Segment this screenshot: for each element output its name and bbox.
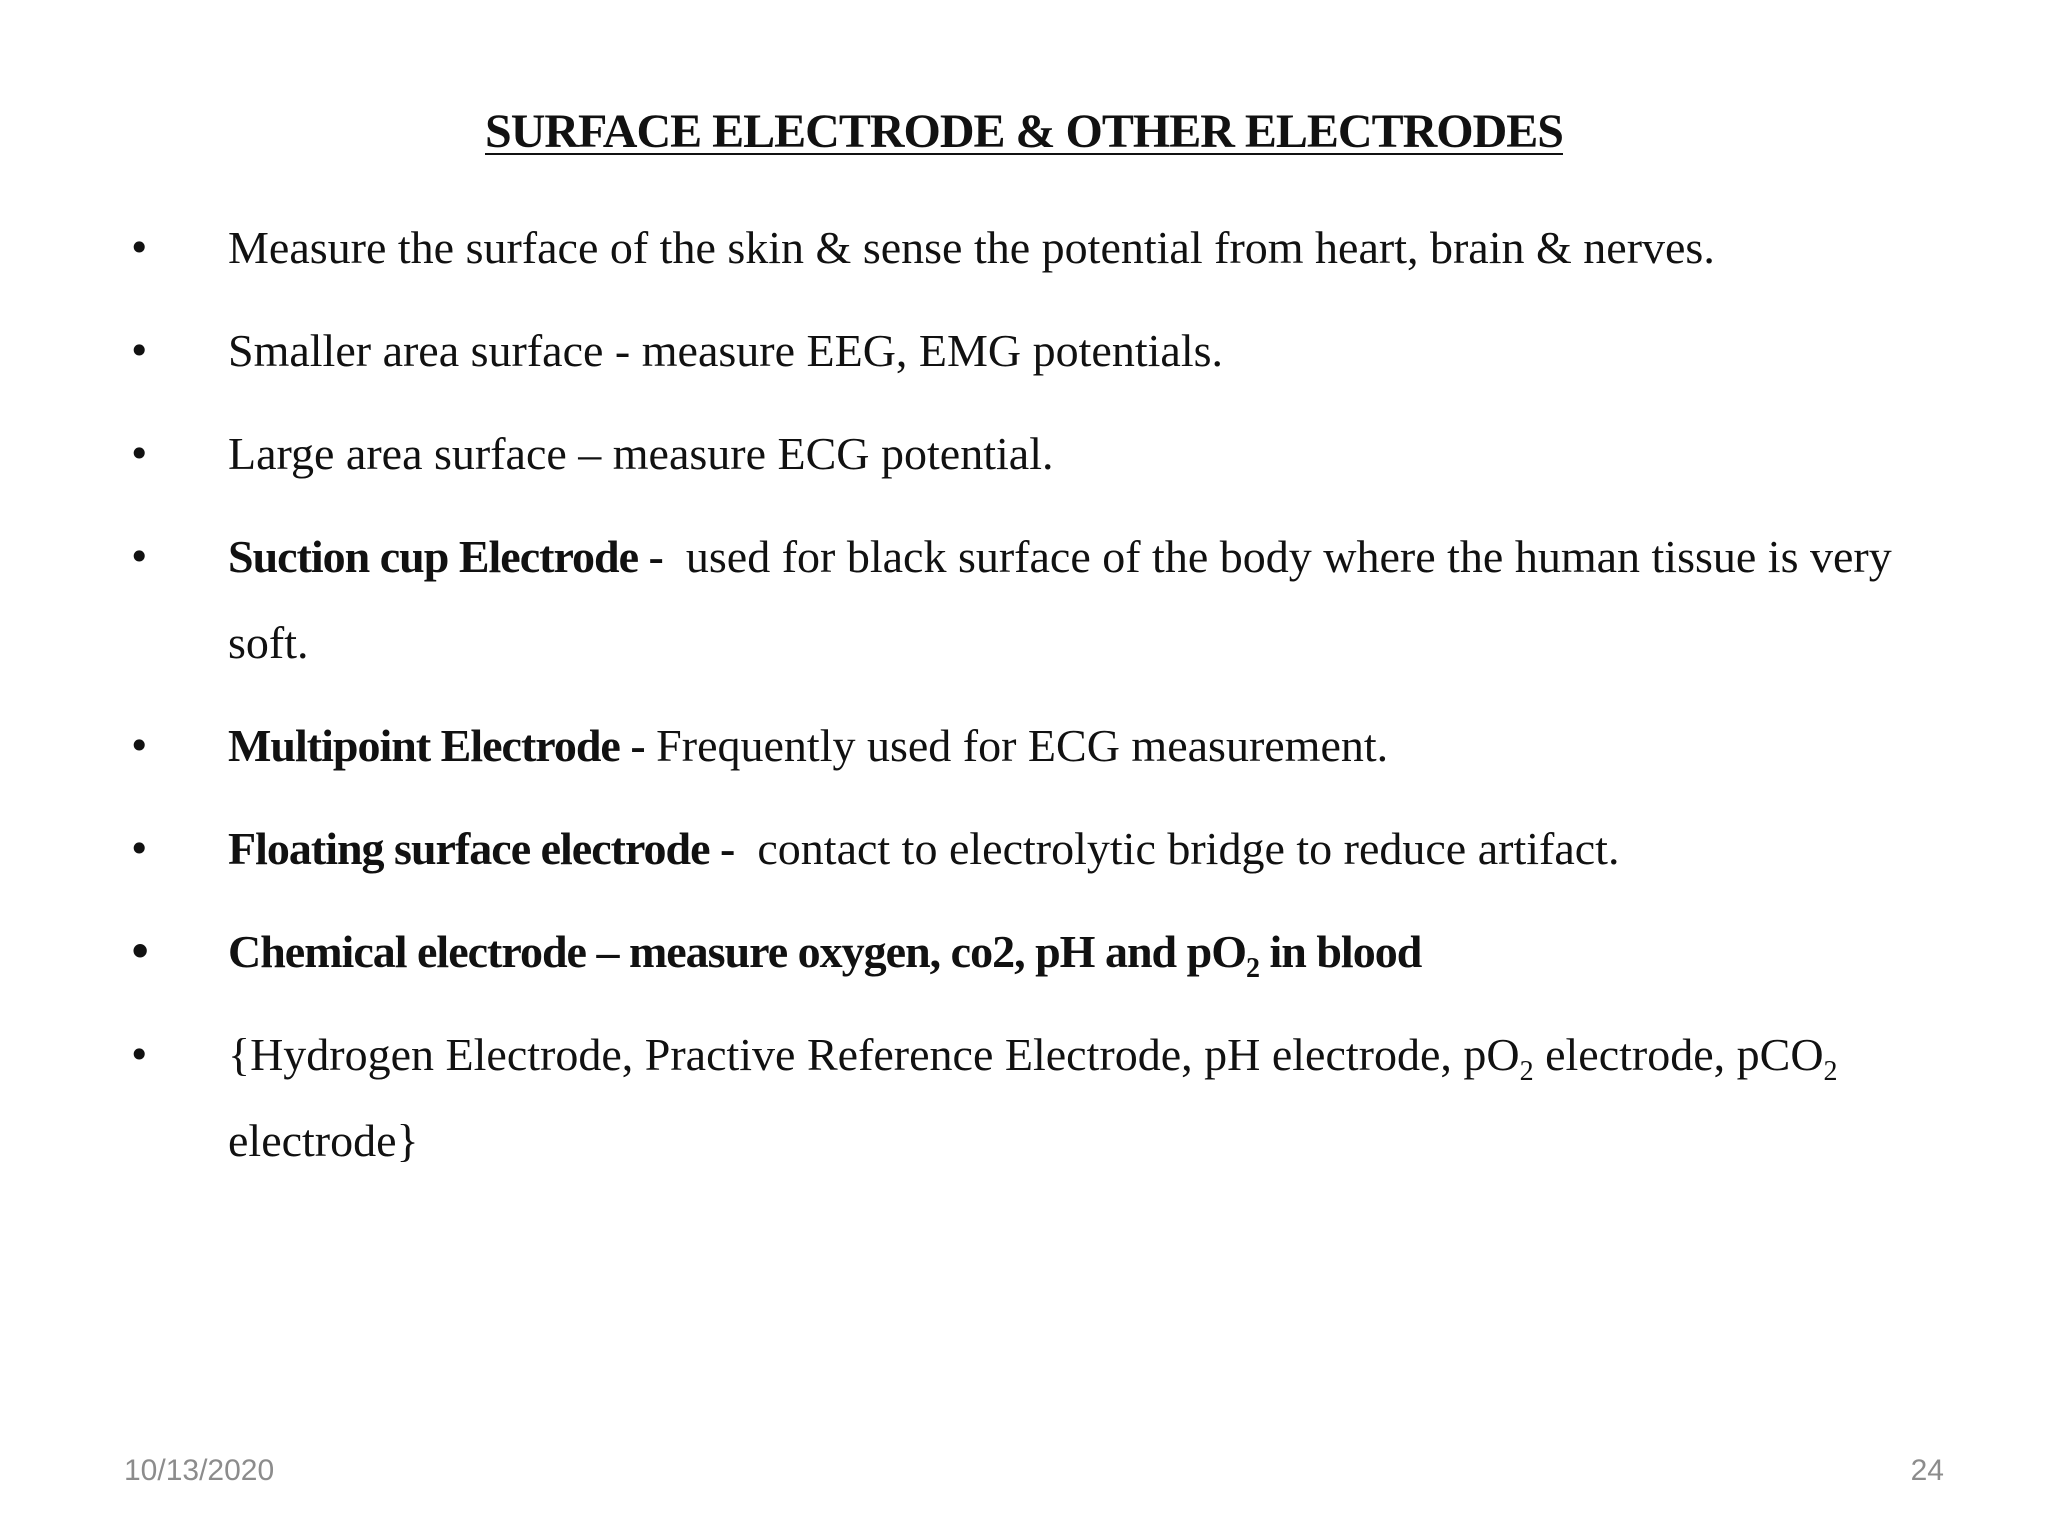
bullet-icon: • (128, 1033, 151, 1077)
subscript: 2 (1519, 1056, 1534, 1087)
bullet-text: Smaller area surface - measure EEG, EMG potentials. (228, 325, 1223, 376)
bullet-term: Floating surface electrode - (228, 823, 735, 874)
bullet-icon: • (128, 432, 151, 476)
slide-title (0, 104, 2048, 159)
bullet-icon: • (128, 827, 151, 871)
bullet-item-suction-cup (120, 514, 1980, 686)
bullet-icon: • (128, 226, 151, 270)
bullet-item-smaller-area (120, 308, 1980, 394)
bullet-item-electrode-list (120, 1012, 1980, 1184)
bullet-list (120, 205, 1980, 1201)
bullet-text: contact to electrolytic bridge to reduce artifact. (757, 823, 1620, 874)
subscript: 2 (1823, 1056, 1838, 1087)
bullet-text-part2: electrode, pCO (1545, 1029, 1824, 1080)
bullet-text-part2: in blood (1269, 926, 1422, 977)
bullet-text: Measure the surface of the skin & sense the potential from heart, brain & nerves. (228, 222, 1715, 273)
bullet-text-part1: {Hydrogen Electrode, Practive Reference Electrode, pH electrode, pO (228, 1029, 1520, 1080)
bullet-term: Multipoint Electrode - (228, 720, 645, 771)
footer-date: 10/13/2020 (124, 1454, 275, 1487)
bullet-text: used for black surface of the body where the human tissue is very soft. (228, 531, 1892, 668)
bullet-term: Suction cup Electrode - (228, 531, 663, 582)
bullet-text-part3: electrode} (228, 1115, 419, 1166)
bullet-text: Frequently used for ECG measurement. (656, 720, 1389, 771)
bullet-icon: • (128, 329, 151, 373)
bullet-icon: • (128, 535, 151, 579)
subscript: 2 (1245, 953, 1259, 984)
bullet-item-chemical (120, 909, 1980, 995)
slide-title-text: SURFACE ELECTRODE & OTHER ELECTRODES (485, 105, 1563, 158)
bullet-item-skin-surface (120, 205, 1980, 291)
bullet-icon: • (128, 930, 152, 974)
bullet-item-large-area (120, 411, 1980, 497)
bullet-item-multipoint (120, 703, 1980, 789)
bullet-icon: • (128, 724, 151, 768)
footer-page-number: 24 (1910, 1454, 1944, 1487)
bullet-text: Large area surface – measure ECG potential. (228, 428, 1054, 479)
bullet-item-floating-surface (120, 806, 1980, 892)
bullet-text-part1: Chemical electrode – measure oxygen, co2, pH and pO (228, 926, 1246, 977)
